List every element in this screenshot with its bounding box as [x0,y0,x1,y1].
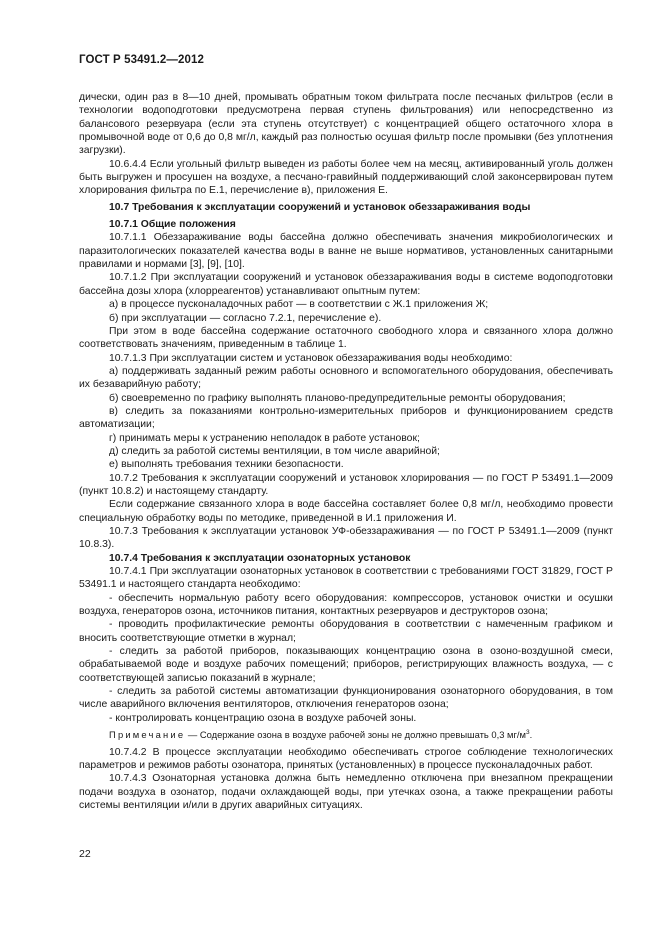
paragraph-10-7-2: 10.7.2 Требования к эксплуатации сооружений и установок хлорирования — по ГОСТ Р 53491.1—2009 (пункт 10.8.2) и настоящему стандарту. [79,472,613,497]
note-superscript: 3 [525,729,530,737]
paragraph-10-6-4-4: 10.6.4.4 Если угольный фильтр выведен из работы более чем на месяц, активированный уголь должен быть выгружен и просушен на воздухе, а песчано-гравийный поддерживающий слой законсервирован путем хлорирования фильтра по Е.1, перечисление в), приложения Е. [79,158,613,197]
subsection-heading-10-7-4: 10.7.4 Требования к эксплуатации озонаторных установок [109,552,411,564]
paragraph-chlorine-values: При этом в воде бассейна содержание остаточного свободного хлора и связанного хлора должно соответствовать значениям, приведенным в таблице 1. [79,325,613,351]
list-item: а) поддерживать заданный режим работы основного и вспомогательного оборудования, обеспечивать их безаварийную работу; [79,365,613,391]
paragraph-continuation: дически, один раз в 8—10 дней, промывать обратным током фильтрата после песчаных фильтров (если в технологии водоподготовки предусмотрена первая ступень фильтрования) или непосредственно из балансового резервуара (если эта ступень отсутствует) с концентрацией общего остаточного хлора в промывочной воде от 0,6 до 0,8 мг/л, каждый раз полностью осушая фильтр после промывки (без уплотнения загрузки). [79,92,613,157]
list-item: а) в процессе пусконаладочных работ — в соответствии с Ж.1 приложения Ж; [109,299,489,311]
page-number: 22 [79,848,91,860]
list-item: е) выполнять требования техники безопасности. [109,459,344,471]
list-item: - следить за работой системы автоматизации функционирования озонаторного оборудования, в том числе аварийного включения вентиляторов, отключения генераторов озона; [79,686,613,711]
list-item: д) следить за работой системы вентиляции, в том числе аварийной; [109,445,440,457]
note [79,728,613,741]
paragraph-10-7-1-1: 10.7.1.1 Обеззараживание воды бассейна должно обеспечивать значения микробиологических и паразитологических показателей качества воды в ванне не выше нормативов, установленных санитарными правилами и нормами [3], [9], [10]. [79,232,613,271]
standard-header: ГОСТ Р 53491.2—2012 [79,54,204,66]
list-item: в) следить за показаниями контрольно-измерительных приборов и функционированием средств автоматизации; [79,405,613,431]
paragraph-10-7-1-2: 10.7.1.2 При эксплуатации сооружений и установок обеззараживания воды в системе водоподготовки бассейна дозы хлора (хлорреагентов) устанавливают опытным путем: [79,272,613,297]
paragraph-10-7-4-1: 10.7.4.1 При эксплуатации озонаторных установок в соответствии с требованиями ГОСТ 31829, ГОСТ Р 53491.1 и настоящего стандарта необходимо: [79,566,613,591]
note-end: . [529,729,533,741]
note-label: Примечание [109,729,186,741]
subsection-heading-10-7-1: 10.7.1 Общие положения [109,219,236,231]
paragraph-bound-chlorine: Если содержание связанного хлора в воде бассейна составляет более 0,8 мг/л, необходимо провести специальную обработку воды по методике, приведенной в И.1 приложения И. [79,499,613,524]
list-item: - контролировать концентрацию озона в воздухе рабочей зоны. [109,712,417,724]
list-item: - обеспечить нормальную работу всего оборудования: компрессоров, установок очистки и осушки воздуха, генераторов озона, источников питания, контактных резервуаров и деструкторов озона; [79,592,613,618]
paragraph-10-7-4-3: 10.7.4.3 Озонаторная установка должна быть немедленно отключена при внезапном прекращении подачи воздуха в озонатор, подачи охлаждающей воды, при утечках озона, а также прекращении работы системы вентиляции и/или в других аварийных ситуациях. [79,773,613,811]
list-item: - проводить профилактические ремонты оборудования в соответствии с намеченным графиком и вносить соответствующие отметки в журнал; [79,619,613,644]
document-body [79,91,613,812]
list-item: б) при эксплуатации — согласно 7.2.1, перечисление е). [109,312,382,324]
paragraph-10-7-4-2: 10.7.4.2 В процессе эксплуатации необходимо обеспечивать строгое соблюдение технологических параметров и режимов работы озонатора, принятых (установленных) в процессе пусконаладочных работ. [79,746,613,771]
paragraph-10-7-1-3: 10.7.1.3 При эксплуатации систем и установок обеззараживания воды необходимо: [109,352,513,364]
list-item: - следить за работой приборов, показывающих концентрацию озона в озоно-воздушной смеси, обрабатываемой воде и воздухе рабочих помещений; приборов, регистрирующих влажность воздуха, — с соответствующей записью показаний в журнале; [79,646,613,684]
section-heading-10-7: 10.7 Требования к эксплуатации сооружений и установок обеззараживания воды [109,201,531,213]
note-text: — Содержание озона в воздухе рабочей зоны не должно превышать 0,3 мг/м [185,729,526,741]
paragraph-10-7-3: 10.7.3 Требования к эксплуатации установок УФ-обеззараживания — по ГОСТ Р 53491.1—2009 (пункт 10.8.3). [79,526,613,551]
list-item: б) своевременно по графику выполнять планово-предупредительные ремонты оборудования; [109,392,566,404]
list-item: г) принимать меры к устранению неполадок в работе установок; [109,432,420,444]
